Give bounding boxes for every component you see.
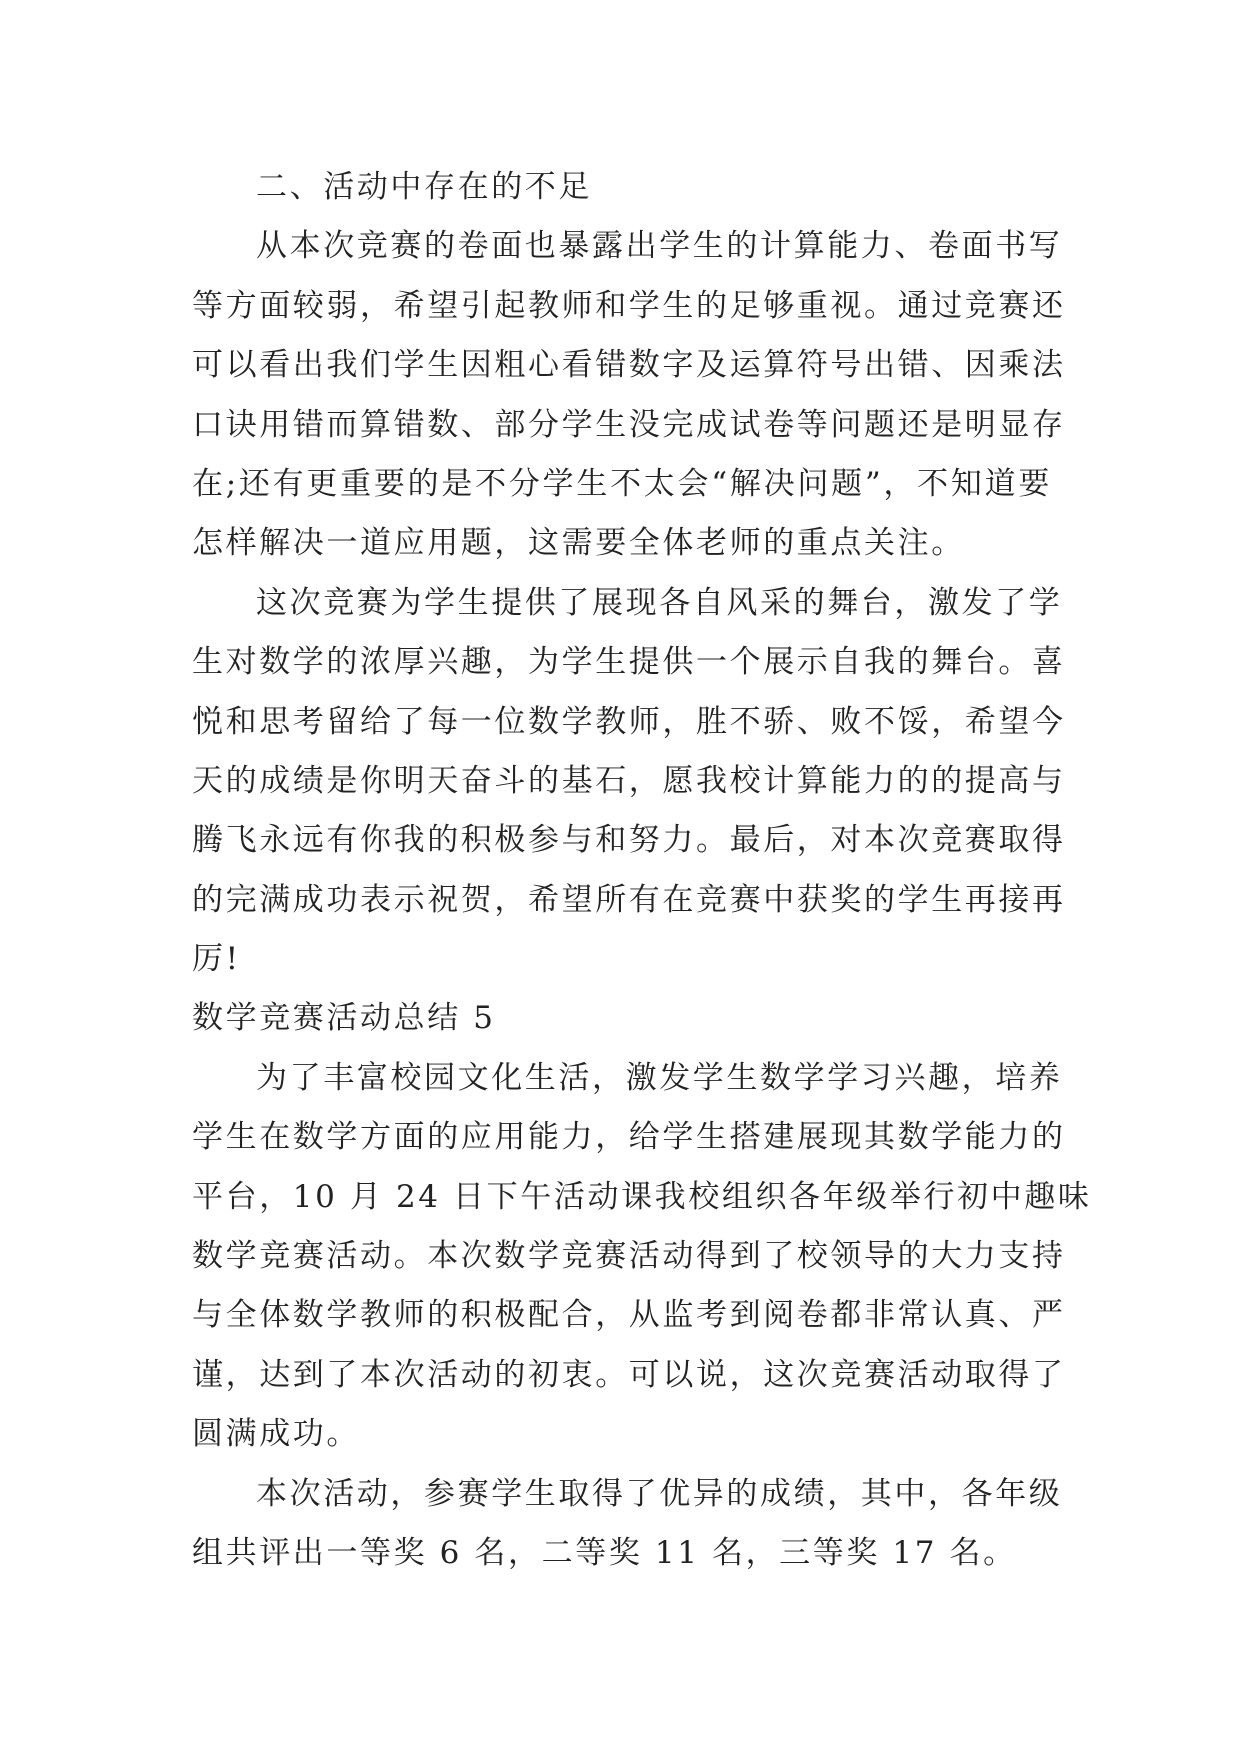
paragraph-line: 怎样解决一道应用题，这需要全体老师的重点关注。 [192,525,965,562]
paragraph-results [192,1465,1063,1584]
paragraph-line: 天的成绩是你明天奋斗的基石，愿我校计算能力的的提高与 [192,762,1066,799]
document-body [192,158,1092,1583]
paragraph-line: 与全体数学教师的积极配合，从监考到阅卷都非常认真、严 [192,1297,1066,1334]
paragraph-line: 组共评出一等奖 6 名，二等奖 11 名，三等奖 17 名。 [192,1534,1017,1571]
paragraph-line: 口诀用错而算错数、部分学生没完成试卷等问题还是明显存 [192,406,1066,443]
section-heading-summary-5: 数学竞赛活动总结 5 [192,1000,496,1037]
paragraph-line: 这次竞赛为学生提供了展现各自风采的舞台，激发了学 [256,584,1063,621]
paragraph-line: 在;还有更重要的是不分学生不太会“解决问题”，不知道要 [192,465,1052,502]
paragraph-line: 的完满成功表示祝贺，希望所有在竞赛中获奖的学生再接再 [192,881,1066,918]
paragraph-line: 为了丰富校园文化生活，激发学生数学学习兴趣，培养 [256,1059,1063,1096]
paragraph-line: 腾飞永远有你我的积极参与和努力。最后，对本次竞赛取得 [192,822,1066,859]
paragraph-line: 数学竞赛活动。本次数学竞赛活动得到了校领导的大力支持 [192,1238,1066,1275]
paragraph-line: 本次活动，参赛学生取得了优异的成绩，其中，各年级 [256,1475,1063,1512]
paragraph-line: 学生在数学方面的应用能力，给学生搭建展现其数学能力的 [192,1119,1066,1156]
paragraph-line: 平台，10 月 24 日下午活动课我校组织各年级举行初中趣味 [192,1178,1092,1215]
section-heading-shortcomings: 二、活动中存在的不足 [256,169,592,205]
paragraph-line: 可以看出我们学生因粗心看错数字及运算符号出错、因乘法 [192,347,1066,384]
paragraph-line: 谨，达到了本次活动的初衷。可以说，这次竞赛活动取得了 [192,1356,1066,1393]
paragraph-line: 从本次竞赛的卷面也暴露出学生的计算能力、卷面书写 [256,228,1063,265]
paragraph-line: 等方面较弱，希望引起教师和学生的足够重视。通过竞赛还 [192,287,1066,324]
paragraph-activity-overview [192,1049,1092,1465]
paragraph-line: 悦和思考留给了每一位数学教师，胜不骄、败不馁，希望今 [192,703,1066,740]
paragraph-shortcomings [192,217,1066,573]
paragraph-line: 生对数学的浓厚兴趣，为学生提供一个展示自我的舞台。喜 [192,644,1066,681]
paragraph-line: 圆满成功。 [192,1416,360,1453]
paragraph-line: 厉! [192,941,241,978]
paragraph-conclusion [192,574,1066,990]
